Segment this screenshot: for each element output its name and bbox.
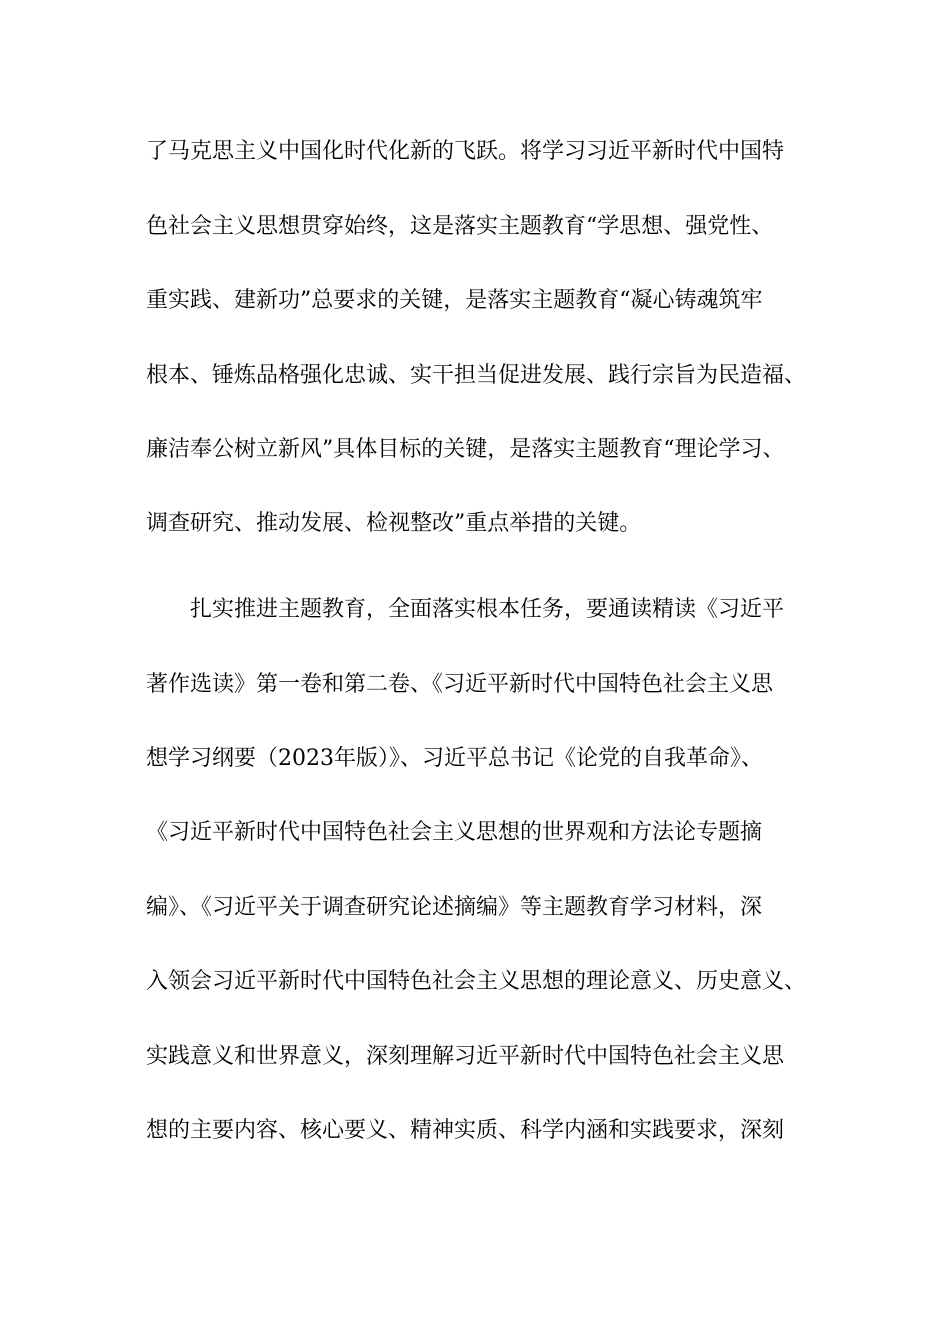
paragraph-2-line-6: 入领会习近平新时代中国特色社会主义思想的理论意义、历史意义、	[146, 969, 807, 994]
paragraph-2-line-4: 《习近平新时代中国特色社会主义思想的世界观和方法论专题摘	[146, 820, 763, 845]
paragraph-2-line-7: 实践意义和世界意义，深刻理解习近平新时代中国特色社会主义思	[146, 1044, 785, 1069]
paragraph-2-line-3: 想学习纲要（2023年版）》、习近平总书记《论党的自我革命》、	[146, 746, 763, 771]
paragraph-2-line-5: 编》、《习近平关于调查研究论述摘编》等主题教育学习材料，深	[146, 895, 763, 920]
paragraph-1-line-1: 了马克思主义中国化时代化新的飞跃。将学习习近平新时代中国特	[146, 139, 785, 164]
paragraph-2-line-8: 想的主要内容、核心要义、精神实质、科学内涵和实践要求，深刻	[146, 1118, 785, 1143]
paragraph-1-line-3: 重实践、建新功”总要求的关键，是落实主题教育“凝心铸魂筑牢	[146, 288, 763, 313]
paragraph-1-line-6: 调查研究、推动发展、检视整改”重点举措的关键。	[146, 511, 642, 536]
paragraph-1-line-4: 根本、锤炼品格强化忠诚、实干担当促进发展、践行宗旨为民造福、	[146, 363, 807, 388]
paragraph-1-line-5: 廉洁奉公树立新风”具体目标的关键，是落实主题教育“理论学习、	[146, 437, 785, 462]
paragraph-1-line-2: 色社会主义思想贯穿始终，这是落实主题教育“学思想、强党性、	[146, 214, 774, 239]
paragraph-2-line-1: 扎实推进主题教育，全面落实根本任务，要通读精读《习近平	[190, 597, 785, 622]
paragraph-2-line-2: 著作选读》第一卷和第二卷、《习近平新时代中国特色社会主义思	[146, 672, 774, 697]
